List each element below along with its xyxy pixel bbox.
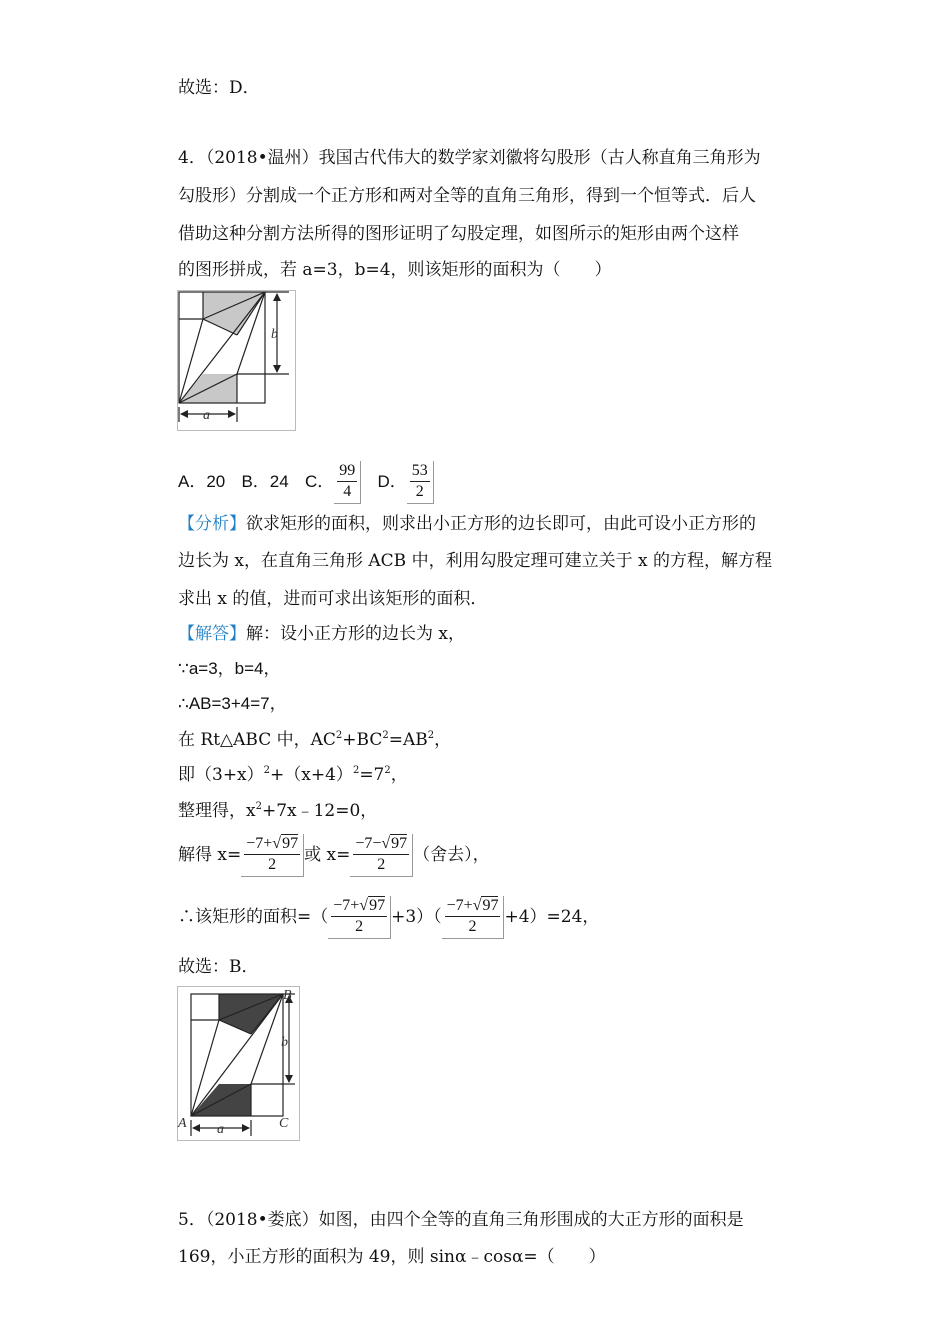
solution-step-7: ∴该矩形的面积=（ $\frac{-7+√97}{2}$ +3）（ $\frac{-7+√97}{2}$ +4）=24， bbox=[178, 893, 599, 941]
q4-line-3: 借助这种分割方法所得的图形证明了勾股定理，如图所示的矩形由两个这样 bbox=[178, 224, 739, 244]
area-factor-2: $\frac{-7+√97}{2}$ bbox=[442, 896, 505, 939]
q4-line-2: 勾股形）分割成一个正方形和两对全等的直角三角形，得到一个恒等式．后人 bbox=[178, 186, 756, 206]
fig1-label-a: a bbox=[203, 408, 210, 423]
solution-tag: 【解答】 bbox=[178, 624, 246, 644]
root-negative: $\frac{-7-√97}{2}$ bbox=[350, 834, 413, 877]
solution-step-2: ∴AB=3+4=7， bbox=[178, 694, 287, 713]
analysis-line-1: 【分析】欲求矩形的面积，则求出小正方形的边长即可，由此可设小正方形的 bbox=[178, 514, 756, 534]
solution-step-5: 整理得，$x^2+7x﹣12=0$， bbox=[178, 801, 378, 821]
option-b[interactable]: B．24 bbox=[241, 472, 289, 491]
fig2-label-b: b bbox=[281, 1035, 288, 1050]
root-positive: $\frac{-7+√97}{2}$ bbox=[241, 834, 304, 877]
q4-line-4: 的图形拼成，若 a=3，b=4，则该矩形的面积为（ ） bbox=[178, 260, 612, 280]
q4-line-1: 4．（2018•温州）我国古代伟大的数学家刘徽将勾股形（古人称直角三角形为 bbox=[178, 148, 761, 168]
q5-line-2: 169，小正方形的面积为 49，则 sinα﹣cosα=（ ） bbox=[178, 1247, 606, 1267]
option-c-fraction: $\frac{99}{4}$ bbox=[334, 461, 361, 504]
solution-step-6: 解得 x= $\frac{-7+√97}{2}$ 或 x= $\frac{-7-√97}{2}$ （舍去）， bbox=[178, 831, 490, 879]
solution-answer: 故选：B． bbox=[178, 957, 259, 977]
solution-step-3: 在 Rt△ABC 中，$AC^2+BC^2=AB^2$， bbox=[178, 730, 452, 750]
analysis-tag: 【分析】 bbox=[178, 514, 246, 534]
option-d[interactable]: D． $\frac{53}{2}$ bbox=[377, 472, 433, 492]
fig2-label-b-vertex: B bbox=[283, 988, 292, 1003]
analysis-line-2: 边长为 x，在直角三角形 ACB 中，利用勾股定理可建立关于 x 的方程，解方程 bbox=[178, 551, 772, 571]
area-factor-1: $\frac{-7+√97}{2}$ bbox=[328, 896, 391, 939]
option-d-fraction: $\frac{53}{2}$ bbox=[407, 461, 434, 504]
solution-intro: 【解答】解：设小正方形的边长为 x， bbox=[178, 624, 465, 644]
prev-answer: 故选：D． bbox=[178, 78, 260, 98]
q5-line-1: 5．（2018•娄底）如图，由四个全等的直角三角形围成的大正方形的面积是 bbox=[178, 1210, 744, 1230]
analysis-line-3: 求出 x 的值，进而可求出该矩形的面积． bbox=[178, 589, 488, 609]
option-c[interactable]: C． $\frac{99}{4}$ bbox=[305, 472, 367, 492]
fig2-label-a: a bbox=[217, 1122, 224, 1137]
q4-options bbox=[178, 460, 434, 504]
solution-figure bbox=[177, 986, 301, 1142]
option-a[interactable]: A．20 bbox=[178, 472, 226, 491]
solution-step-4: 即$(3+x)^2+(x+4)^2=7^2$， bbox=[178, 765, 408, 785]
q4-figure bbox=[177, 290, 297, 432]
fig2-label-c-vertex: C bbox=[279, 1116, 289, 1131]
fig2-label-a-vertex: A bbox=[178, 1116, 187, 1131]
solution-step-1: ∵a=3，b=4， bbox=[178, 659, 281, 678]
fig1-label-b: b bbox=[271, 327, 278, 342]
